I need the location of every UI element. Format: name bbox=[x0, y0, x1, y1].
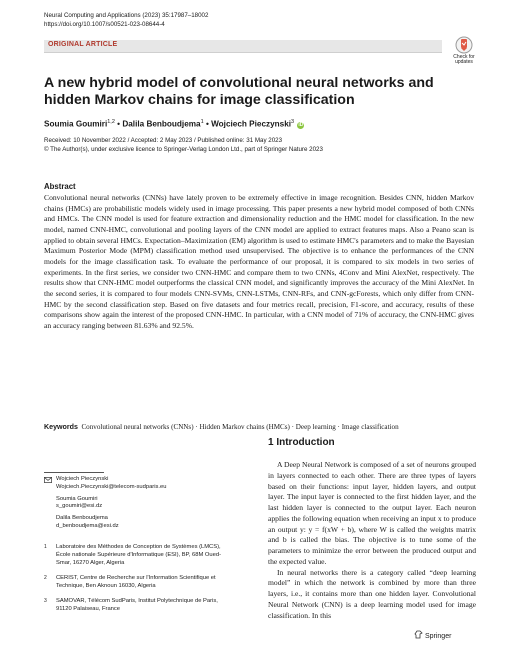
author-affiliation-mark: 3 bbox=[291, 119, 295, 125]
introduction-body bbox=[268, 460, 476, 621]
coauthor-email[interactable]: d_benboudjema@esi.dz bbox=[56, 522, 119, 529]
author-separator: • bbox=[117, 119, 121, 129]
keywords-label: Keywords bbox=[44, 423, 78, 431]
introduction-paragraph: A Deep Neural Network is composed of a set of neurons grouped in layers connected to each other. There are three types of layers based on their functions: input layer, hidden layers, and output layer. The input layer is connected to the first hidden layer, and the last hidden layer is connected to the output layer. Each neuron applies the following equation when receiving an input x to produce an output y: y = f(xW + b), where W is called the weights matrix and b is called the bias. The objective is to tune some of the parameters to minimize the error between the produced output and the expected value. bbox=[268, 460, 476, 566]
abstract-body: Convolutional neural networks (CNNs) have lately proven to be extremely effective in image recognition. Besides CNN, hidden Markov chains (HMCs) are probabilistic models widely used in image processing. This paper presents a new hybrid model composed of both CNNs and HMCs. The CNN model is used for feature extraction and dimensionality reduction and the HMC model for classification. In the new model, named CNN-HMC, convolutional and pooling layers of the CNN model are applied to extract features maps. Also a Peano scan is applied to obtain several HMCs. Expectation–Maximization (EM) algorithm is used to estimate HMC's parameters and to make the Bayesian Maximum Posterior Mode (MPM) classification method used unsupervised. The objective is to enhance the performances of the CNN models for the image classification task. To evaluate the performance of our proposal, it is compared to six models in two series of experiments. In the first series, we consider two CNN-HMC and compare them to two CNNs, 4Conv and Mini AlexNet, respectively. The results show that CNN-HMC model outperforms the classical CNN model, and significantly improves the accuracy of the Mini AlexNet. In the second series, it is compared to four models CNN-SVMs, CNN-LSTMs, CNN-RFs, and CNN-gcForests, which only differ from CNN-HMC by the second classification step. Based on five datasets and four metrics recall, precision, F1-score, and accuracy, results of these comparisons show again the interest of the proposed CNN-HMC. In particular, with a CNN model of 71% of accuracy, the CNN-HMC gives an accuracy ranging between 81.63% and 92.5%. bbox=[44, 193, 474, 330]
affiliation-item bbox=[44, 544, 224, 567]
section-heading-introduction: 1 Introduction bbox=[268, 437, 335, 448]
author-name[interactable]: Soumia Goumiri bbox=[44, 119, 108, 129]
publisher-logo bbox=[414, 630, 451, 640]
check-updates-label: Check for updates bbox=[453, 54, 475, 66]
affiliation-text: CERIST, Centre de Recherche sur l'Information Scientifique et Technique, Ben Aknoun 16030, Algeria bbox=[56, 575, 216, 589]
copyright-line: © The Author(s), under exclusive licence to Springer-Verlag London Ltd., part of Springer Nature 2023 bbox=[44, 146, 323, 153]
author-name[interactable]: Dalila Benboudjema bbox=[122, 119, 201, 129]
author-list bbox=[44, 119, 304, 129]
affiliation-text: SAMOVAR, Télécom SudParis, Institut Polytechnique de Paris, 91120 Palaiseau, France bbox=[56, 598, 218, 612]
publication-dates: Received: 10 November 2022 / Accepted: 2 May 2023 / Published online: 31 May 2023 bbox=[44, 137, 283, 144]
article-type-bar bbox=[44, 40, 442, 53]
coauthor-name: Dalila Benboudjema bbox=[56, 515, 108, 522]
publisher-name: Springer bbox=[424, 633, 452, 640]
keywords bbox=[44, 423, 484, 431]
doi-link[interactable]: https://doi.org/10.1007/s00521-023-08644-4 bbox=[44, 21, 165, 28]
affiliation-number: 2 bbox=[44, 575, 47, 581]
correspondence-name: Wojciech Pieczynski bbox=[56, 476, 109, 482]
affiliation-number: 3 bbox=[44, 598, 47, 604]
introduction-paragraph: In neural networks there is a category called “deep learning model” in which the network is combined by more than three layers, i.e., it contains more than one hidden layer. Convolutional Neural Network (CNN) is a deep learning model used for image classification. In this bbox=[268, 567, 476, 620]
footnote-divider bbox=[44, 472, 104, 473]
check-for-updates-badge[interactable] bbox=[451, 36, 477, 66]
springer-horse-icon bbox=[414, 630, 423, 639]
abstract-heading: Abstract bbox=[44, 182, 76, 191]
coauthor-name: Soumia Goumiri bbox=[56, 495, 98, 502]
correspondence-email[interactable]: Wojciech.Pieczynski@telecom-sudparis.eu bbox=[56, 483, 167, 490]
check-updates-icon bbox=[455, 36, 473, 54]
affiliation-number: 1 bbox=[44, 544, 47, 550]
author-separator: • bbox=[205, 119, 209, 129]
keywords-list: Convolutional neural networks (CNNs) · Hidden Markov chains (HMCs) · Deep learning · Image classification bbox=[81, 423, 399, 431]
coauthor-email[interactable]: s_goumiri@esi.dz bbox=[56, 503, 103, 510]
article-type-label: ORIGINAL ARTICLE bbox=[48, 41, 118, 48]
correspondence-block bbox=[44, 476, 224, 531]
author-affiliation-mark: 1 bbox=[200, 119, 204, 125]
journal-citation: Neural Computing and Applications (2023) 35:17987–18002 bbox=[44, 12, 209, 19]
orcid-icon[interactable]: iD bbox=[298, 121, 304, 128]
paper-title: A new hybrid model of convolutional neural networks and hidden Markov chains for image classification bbox=[44, 75, 434, 108]
author-affiliation-mark: 1,2 bbox=[107, 119, 115, 125]
author-name[interactable]: Wojciech Pieczynski bbox=[211, 119, 292, 129]
affiliation-text: Laboratoire des Méthodes de Conception de Systèmes (LMCS), École nationale Supérieure d'Informatique (ESI), BP, 68M Oued-Smar, 16270 Alger, Algeria bbox=[56, 544, 222, 566]
affiliation-item bbox=[44, 598, 224, 614]
affiliation-item bbox=[44, 575, 224, 591]
